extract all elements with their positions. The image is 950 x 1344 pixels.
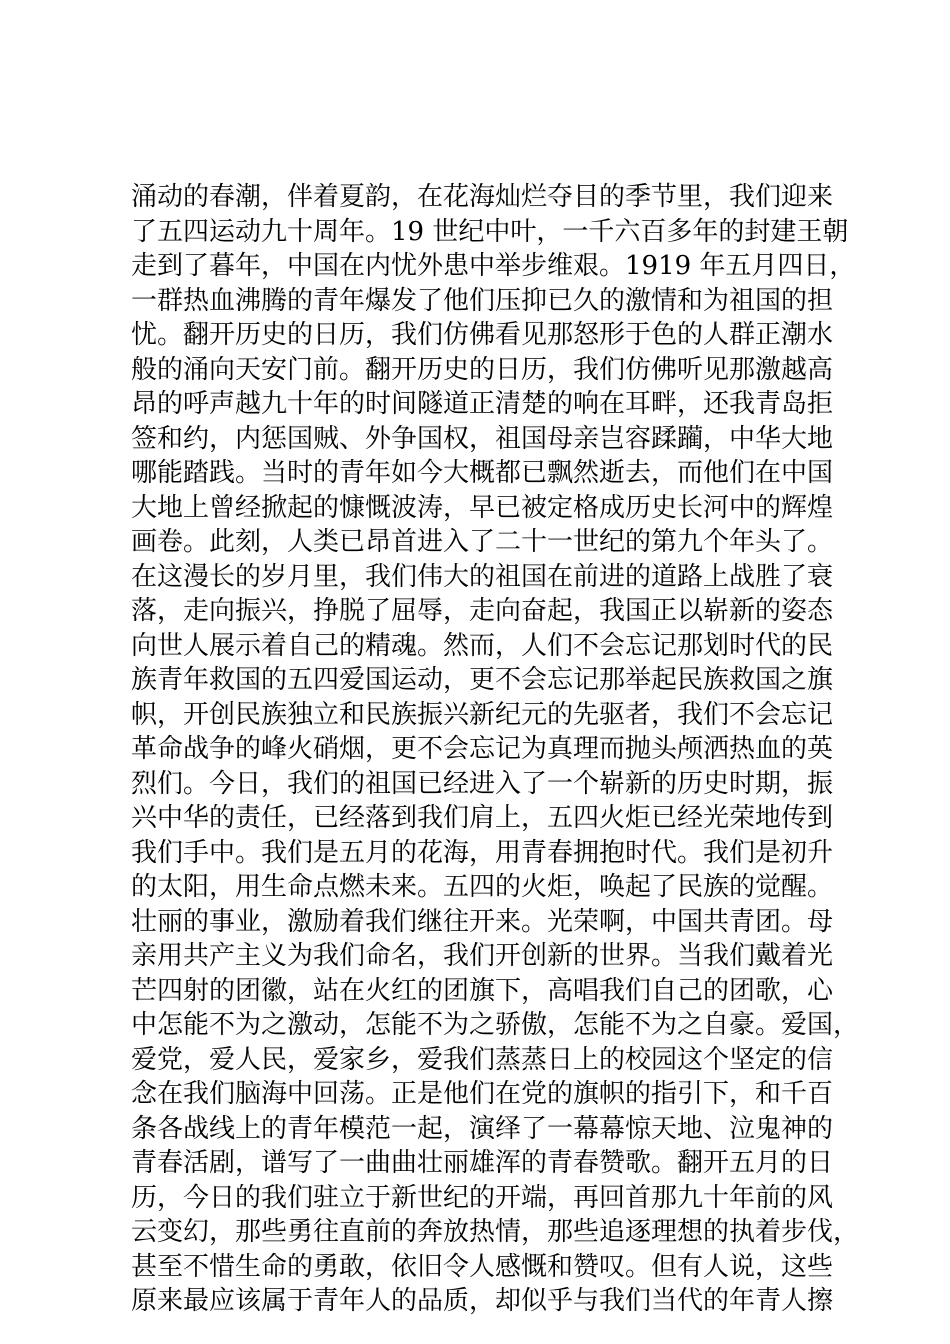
text-line: 签和约，内惩国贼、外争国权，祖国母亲岂容蹂躏，中华大地: [131, 423, 834, 454]
text-line: 条各战线上的青年模范一起，演绎了一幕幕惊天地、泣鬼神的: [131, 1113, 834, 1144]
text-line: 般的涌向天安门前。翻开历史的日历，我们仿佛听见那激越高: [131, 354, 834, 385]
text-line: 中怎能不为之激动，怎能不为之骄傲，怎能不为之自豪。爱国，: [131, 1010, 860, 1040]
text-line: 向世人展示着自己的精魂。然而，人们不会忘记那划时代的民: [131, 630, 834, 661]
text-line: 涌动的春潮，伴着夏韵，在花海灿烂夺目的季节里，我们迎来: [131, 182, 834, 212]
text-line: 云变幻，那些勇往直前的奔放热情，那些追逐理想的执着步伐，: [131, 1217, 860, 1247]
text-line: 青春活剧，谱写了一曲曲壮丽雄浑的青春赞歌。翻开五月的日: [131, 1148, 834, 1178]
text-line: 画卷。此刻，人类已昂首进入了二十一世纪的第九个年头了。: [131, 527, 834, 557]
text-line: 兴中华的责任，已经落到我们肩上，五四火炬已经光荣地传到: [131, 803, 834, 833]
text-line: 忧。翻开历史的日历，我们仿佛看见那怒形于色的人群正潮水: [131, 320, 834, 350]
text-line: 芒四射的团徽，站在火红的团旗下，高唱我们自己的团歌，心: [131, 975, 834, 1006]
text-line: 爱党，爱人民，爱家乡，爱我们蒸蒸日上的校园这个坚定的信: [131, 1044, 834, 1075]
text-line: 甚至不惜生命的勇敢，依旧令人感慨和赞叹。但有人说，这些: [131, 1251, 834, 1282]
text-line: 烈们。今日，我们的祖国已经进入了一个崭新的历史时期，振: [131, 768, 834, 799]
text-line: 亲用共产主义为我们命名，我们开创新的世界。当我们戴着光: [131, 941, 834, 971]
text-line: 在这漫长的岁月里，我们伟大的祖国在前进的道路上战胜了衰: [131, 561, 834, 592]
body-paragraph: [131, 180, 860, 1319]
text-line: 历，今日的我们驻立于新世纪的开端，再回首那九十年前的风: [131, 1182, 834, 1213]
text-line: 我们手中。我们是五月的花海，用青春拥抱时代。我们是初升: [131, 837, 834, 868]
text-line: 念在我们脑海中回荡。正是他们在党的旗帜的指引下，和千百: [131, 1079, 834, 1109]
text-line: 帜，开创民族独立和民族振兴新纪元的先驱者，我们不会忘记: [131, 699, 834, 730]
text-line: 了五四运动九十周年。19 世纪中叶，一千六百多年的封建王朝: [131, 216, 849, 247]
text-line: 原来最应该属于青年人的品质，却似乎与我们当代的年青人擦: [131, 1286, 834, 1316]
text-line: 落，走向振兴，挣脱了屈辱，走向奋起，我国正以崭新的姿态: [131, 596, 834, 626]
text-line: 革命战争的峰火硝烟，更不会忘记为真理而抛头颅洒热血的英: [131, 734, 834, 764]
text-line: 壮丽的事业，激励着我们继往开来。光荣啊，中国共青团。母: [131, 906, 834, 937]
text-line: 哪能踏践。当时的青年如今大概都已飘然逝去，而他们在中国: [131, 458, 834, 488]
text-line: 大地上曾经掀起的慷慨波涛，早已被定格成历史长河中的辉煌: [131, 492, 834, 523]
text-line: 的太阳，用生命点燃未来。五四的火炬，唤起了民族的觉醒。: [131, 872, 834, 902]
text-line: 一群热血沸腾的青年爆发了他们压抑已久的激情和为祖国的担: [131, 285, 834, 316]
text-line: 走到了暮年，中国在内忧外患中举步维艰。1919 年五月四日，: [131, 251, 856, 281]
text-line: 族青年救国的五四爱国运动，更不会忘记那举起民族救国之旗: [131, 665, 834, 695]
text-line: 昂的呼声越九十年的时间隧道正清楚的响在耳畔，还我青岛拒: [131, 389, 834, 419]
